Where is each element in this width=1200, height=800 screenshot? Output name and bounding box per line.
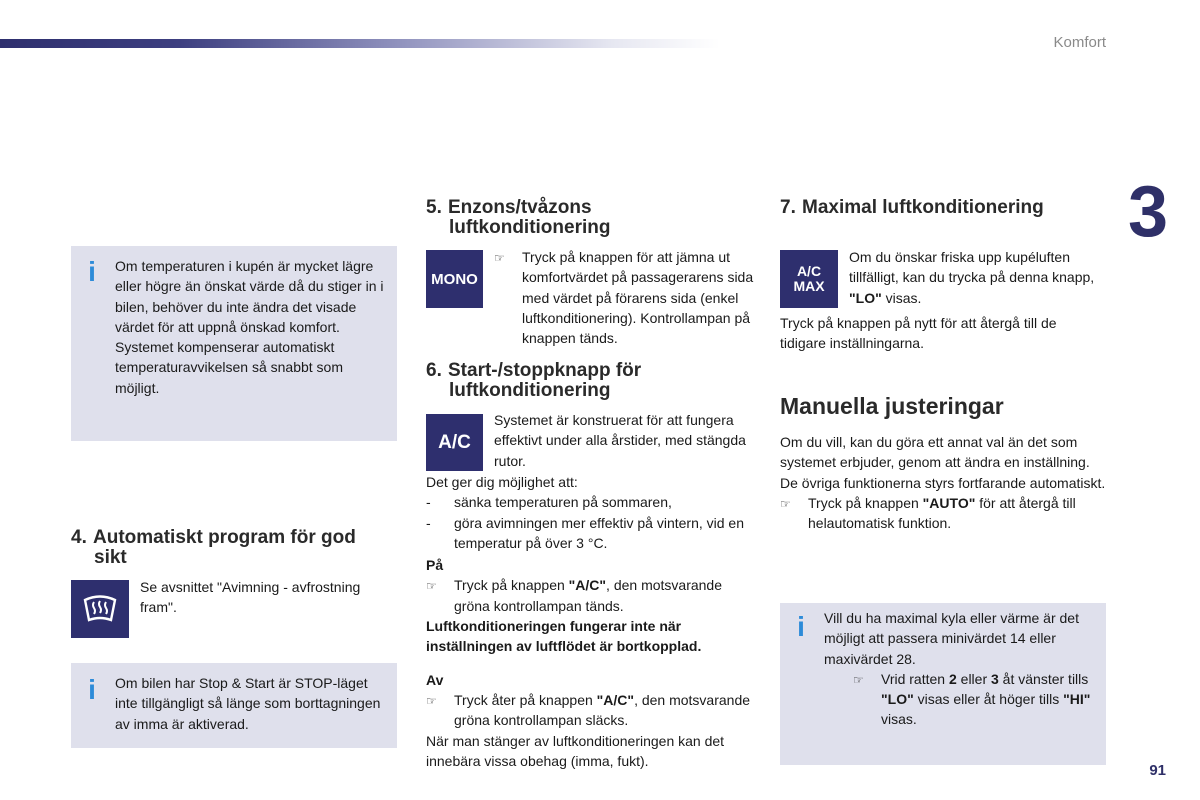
info-box-temperature — [71, 246, 397, 441]
section-6-title: 6. Start-/stoppknapp för luftkonditionering — [426, 360, 642, 401]
header-bar — [0, 39, 720, 48]
off-label: Av — [426, 671, 444, 688]
pointer-icon: ☞ — [426, 693, 437, 708]
ac-button-icon[interactable]: A/C — [426, 414, 483, 471]
info-text: Om bilen har Stop & Start är STOP-läget inte tillgängligt så länge som borttagningen av imma är aktiverad. — [115, 675, 381, 732]
defrost-button-icon[interactable] — [71, 580, 129, 638]
section-7-text: Om du önskar friska upp kupéluften tillfälligt, kan du trycka på denna knapp, "LO" visas. — [849, 249, 1095, 306]
section-5-text: ☞ Tryck på knappen för att jämna ut komfortvärdet på passagerarens sida med värdet på förarens sida (enkel luftkonditionering). Kontrollampan på knappen tänds. — [494, 247, 756, 348]
section-4-title: 4. Automatiskt program för god sikt — [71, 527, 356, 568]
info-icon: i — [88, 256, 96, 287]
ac-max-button-icon[interactable]: A/C MAX — [780, 250, 838, 308]
info-icon: i — [797, 611, 805, 642]
on-label: På — [426, 557, 444, 574]
section-6-intro: Systemet är konstruerat för att fungera effektivt under alla årstider, med stängda rutor. — [494, 412, 746, 469]
pointer-icon: ☞ — [780, 496, 791, 511]
manual-adjustments-text: Om du vill, kan du göra ett annat val än det som systemet erbjuder, genom att ändra en inställning. De övriga funktionerna styrs fortfarande automatiskt. ☞ Tryck på knappen "AUTO" för att återgå till helautomatisk funktion. — [780, 432, 1110, 533]
info-box-max-cooling — [780, 603, 1106, 765]
pointer-icon: ☞ — [426, 579, 437, 594]
pointer-icon: ☞ — [494, 251, 505, 265]
section-7-text2: Tryck på knappen på nytt för att återgå till de tidigare inställningarna. — [780, 315, 1057, 352]
page-number: 91 — [1149, 762, 1166, 779]
windshield-defrost-icon — [82, 594, 118, 624]
manual-adjustments-title: Manuella justeringar — [780, 393, 1004, 419]
info-box-stop-start — [71, 663, 397, 748]
section-5-title: 5. Enzons/tvåzons luftkonditionering — [426, 197, 611, 238]
section-label: Komfort — [1053, 34, 1106, 51]
pointer-icon: ☞ — [853, 672, 864, 687]
info-text: Om temperaturen i kupén är mycket lägre eller högre än önskat värde då du stiger in i bilen, behöver du inte ändra det visade värdet för att uppnå önskad komfort. Systemet kompenserar automatiskt temperaturavvikelsen så snabbt som möjligt. — [115, 258, 384, 396]
chapter-number: 3 — [1128, 172, 1169, 252]
section-6-body: Det ger dig möjlighet att: - sänka temperaturen på sommaren, - göra avimningen mer effektiv på vintern, vid en temperatur på över 3 °C. På ☞ Tryck på knappen "A/C", den motsvarande gröna kontrollampan tänds. Luftkonditioneringen fungerar inte när inställningen av luftflödet är bortkopplad. Av ☞ Tryck åter på knappen "A/C", den motsvarande gröna kontrollampan släcks. När man stänger av luftkonditioneringen kan det innebära vissa obehag (imma, fukt). — [426, 472, 756, 771]
warning-text: Luftkonditioneringen fungerar inte när inställningen av luftflödet är bortkopplad. — [426, 618, 702, 655]
info-icon: i — [88, 674, 96, 705]
section-7-title: 7. Maximal luftkonditionering — [780, 197, 1044, 218]
info-text: Vill du ha maximal kyla eller värme är det möjligt att passera minivärdet 14 eller maxivärdet 28. ☞ Vrid ratten 2 eller 3 åt vänster tills "LO" visas eller åt höger tills "HI" visas. — [824, 608, 1096, 730]
mono-button-icon[interactable]: MONO — [426, 250, 483, 308]
section-4-text: Se avsnittet "Avimning - avfrostning fram". — [140, 579, 361, 616]
